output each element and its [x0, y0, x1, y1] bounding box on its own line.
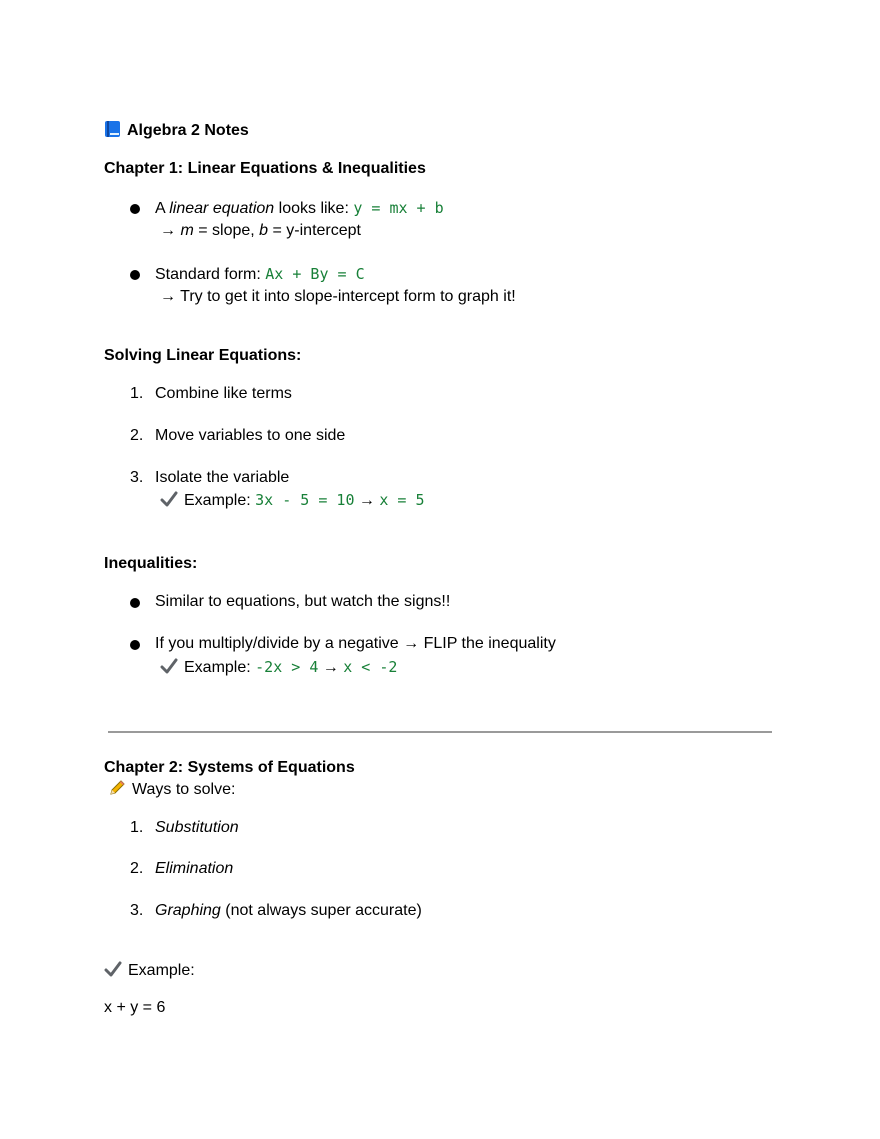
step-number: 1.: [130, 385, 144, 402]
pencil-icon: [108, 779, 126, 797]
step-number: 2.: [130, 427, 144, 444]
bullet-dot: [130, 270, 140, 280]
list-item-inequality-signs: Similar to equations, but watch the signs!!: [155, 593, 451, 610]
system-equation: x + y = 6: [104, 999, 166, 1016]
solving-heading: Solving Linear Equations:: [104, 347, 302, 364]
list-item-linear-equation: A linear equation looks like: y = mx + b: [155, 199, 444, 217]
method-number: 3.: [130, 902, 144, 919]
chapter-2-heading: Chapter 2: Systems of Equations: [104, 759, 355, 776]
inequalities-heading: Inequalities:: [104, 555, 198, 572]
example-3: Example:: [104, 960, 195, 981]
chapter-1-heading: Chapter 1: Linear Equations & Inequalities: [104, 160, 426, 177]
bullet-dot: [130, 204, 140, 214]
method-number: 2.: [130, 860, 144, 877]
check-mark-icon: [160, 657, 178, 675]
step-text: Combine like terms: [155, 385, 292, 402]
blue-book-icon: [104, 120, 121, 138]
ways-to-solve: Ways to solve:: [108, 779, 235, 800]
bullet-dot: [130, 640, 140, 650]
step-number: 3.: [130, 469, 144, 486]
list-item-standard-form: Standard form: Ax + By = C: [155, 265, 365, 283]
check-mark-icon: [160, 490, 178, 508]
method-text: Graphing (not always super accurate): [155, 902, 422, 919]
list-item-standard-form-detail: → Try to get it into slope-intercept form to graph it!: [160, 288, 516, 305]
step-text: Move variables to one side: [155, 427, 346, 444]
method-text: Elimination: [155, 860, 234, 877]
check-mark-icon: [104, 960, 122, 978]
doc-title: Algebra 2 Notes: [104, 120, 249, 141]
example-1: Example: 3x - 5 = 10 → x = 5: [160, 490, 425, 511]
method-text: Substitution: [155, 819, 239, 836]
list-item-linear-equation-detail: → m = slope, b = y-intercept: [160, 222, 361, 239]
horizontal-divider: [108, 731, 772, 733]
method-number: 1.: [130, 819, 144, 836]
example-2: Example: -2x > 4 → x < -2: [160, 657, 397, 678]
bullet-dot: [130, 598, 140, 608]
step-text: Isolate the variable: [155, 469, 290, 486]
list-item-flip-inequality: If you multiply/divide by a negative → FLIP the inequality: [155, 635, 556, 652]
